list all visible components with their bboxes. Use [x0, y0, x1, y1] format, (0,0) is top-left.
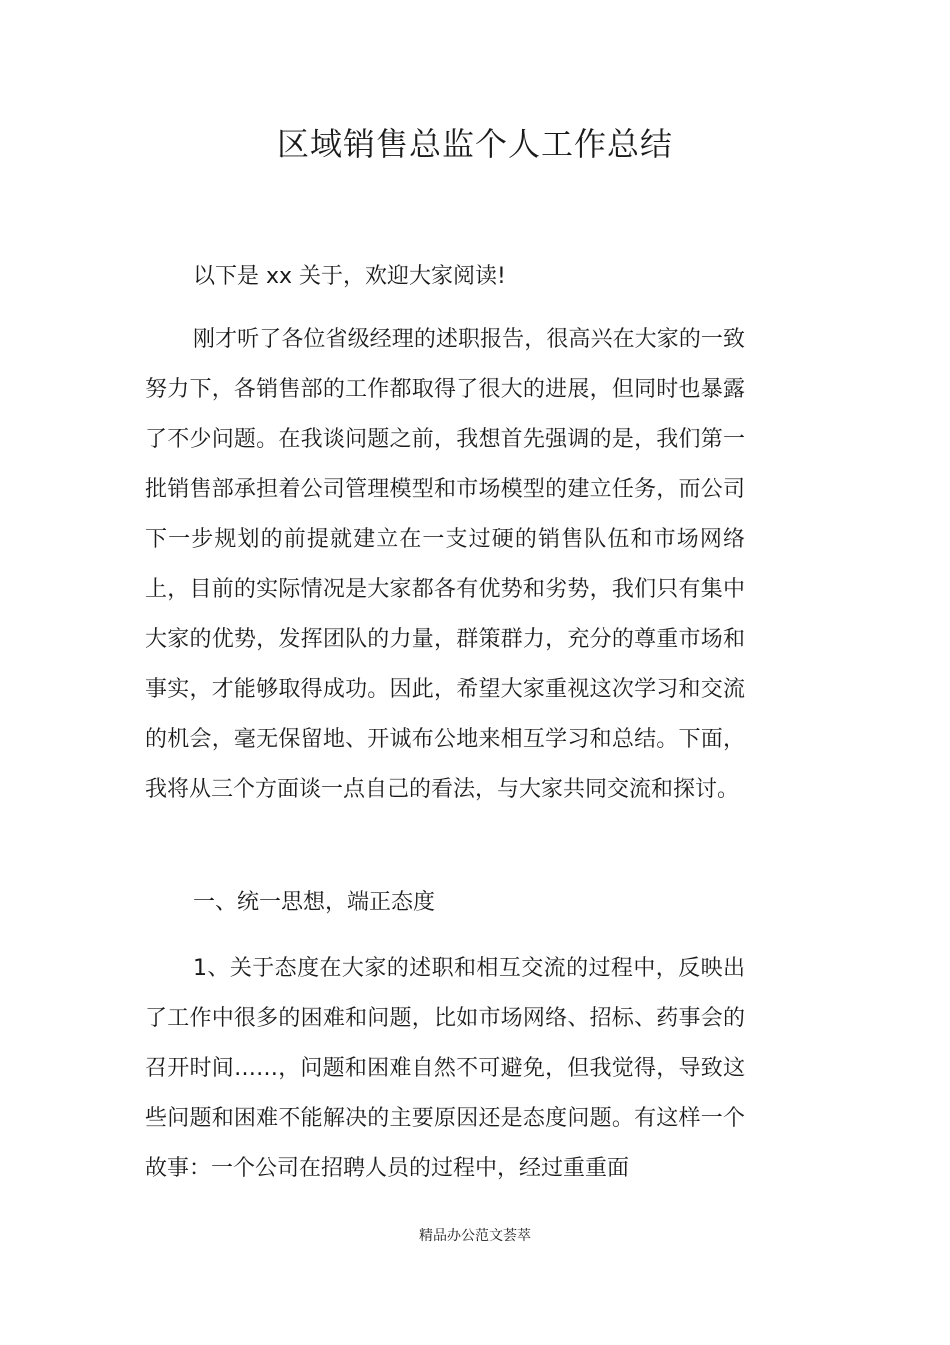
intro-text: 以下是 xx 关于，欢迎大家阅读!: [193, 264, 506, 289]
paragraph-text: 1、关于态度在大家的述职和相互交流的过程中，反映出了工作中很多的困难和问题，比如市场网络、招标、药事会的召开时间……，问题和困难自然不可避免，但我觉得，导致这些问题和困难不能解决的主要原因还是态度问题。有这样一个故事：一个公司在招聘人员的过程中，经过重重面: [145, 956, 745, 1181]
paragraph-text: 刚才听了各位省级经理的述职报告，很高兴在大家的一致努力下，各销售部的工作都取得了很大的进展，但同时也暴露了不少问题。在我谈问题之前，我想首先强调的是，我们第一批销售部承担着公司管理模型和市场模型的建立任务，而公司下一步规划的前提就建立在一支过硬的销售队伍和市场网络上，目前的实际情况是大家都各有优势和劣势，我们只有集中大家的优势，发挥团队的力量，群策群力，充分的尊重市场和事实，才能够取得成功。因此，希望大家重视这次学习和交流的机会，毫无保留地、开诚布公地来相互学习和总结。下面，我将从三个方面谈一点自己的看法，与大家共同交流和探讨。: [145, 327, 745, 802]
page-footer: 精品办公范文荟萃: [419, 1228, 531, 1244]
document-title: 区域销售总监个人工作总结: [276, 125, 673, 163]
body-paragraph-1: [145, 315, 745, 815]
intro-paragraph: [145, 252, 745, 302]
section-heading: [145, 878, 745, 928]
section-heading-text: 一、统一思想，端正态度: [193, 890, 436, 915]
body-paragraph-2: [145, 944, 745, 1194]
